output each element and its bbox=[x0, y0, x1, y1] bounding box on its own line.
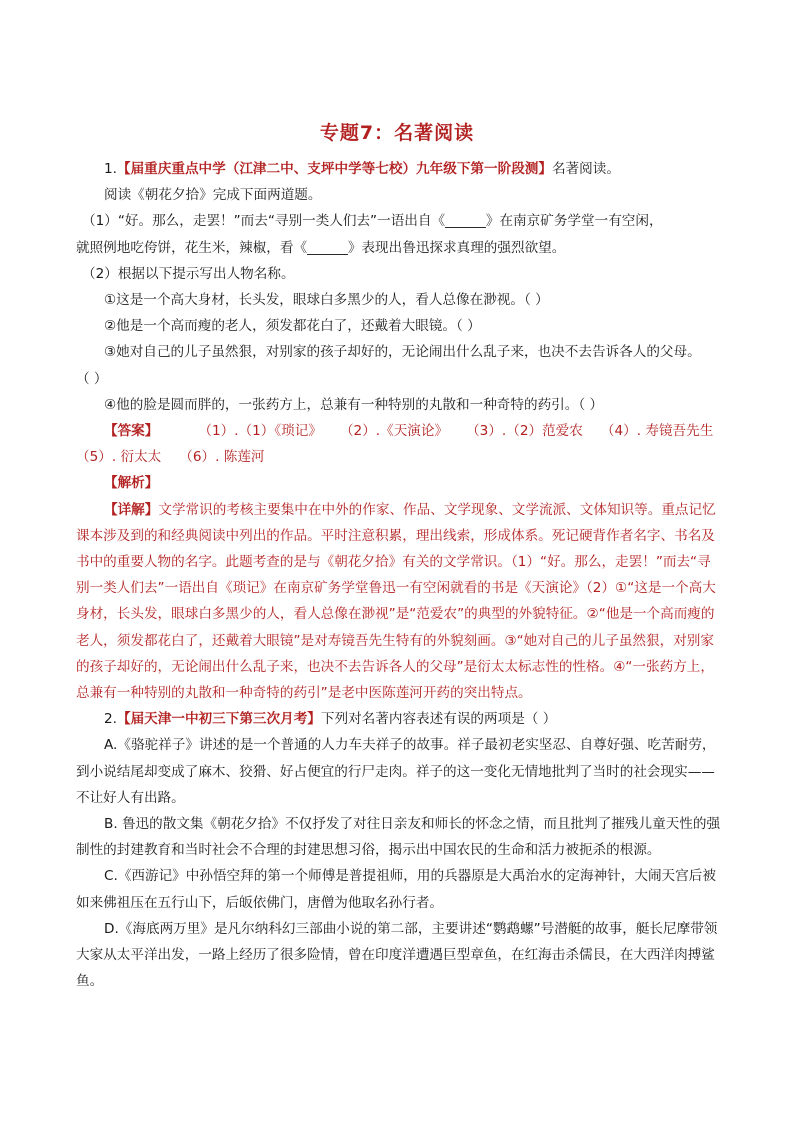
detail-text: 文学常识的考核主要集中在中外的作家、作品、文学现象、文学流派、文体知识等。重点记忆课本涉及到的和经典阅读中列出的作品。平时注意积累，理出线索，形成体系。死记硬背作者名字、书名及书中的重要人物的名字。此题考查的是与《朝花夕拾》有关的文学常识。（1）“好。那么，走罢！”而去“寻别一类人们去”一语出自《琐记》在南京矿务学堂鲁迅一有空闲就看的书是《天演论》（2） bbox=[76, 501, 716, 597]
answer-2: （2）.《天演论》 bbox=[339, 423, 449, 440]
page-title: 专题7：名著阅读 bbox=[319, 122, 475, 144]
option-d: D.《海底两万里》是凡尔纳科幻三部曲小说的第二部，主要讲述“鹦鹉螺”号潜艇的故事，艇长尼摩带领大家从太平洋出发，一路上经历了很多险情，曾在印度洋遭遇巨型章鱼，在红海击杀儒艮，在大西洋肉搏鲨鱼。 bbox=[76, 920, 718, 990]
detail-c1-mark: ① bbox=[615, 580, 628, 597]
option-a: A.《骆驼祥子》讲述的是一个普通的人力车夫祥子的故事。祥子最初老实坚忍、自尊好强、吃苦耐劳，到小说结尾却变成了麻木、狡猾、好占便宜的行尸走肉。祥子的这一变化无情地批判了当时的社会现实——不让好人有出路。 bbox=[76, 737, 716, 806]
answer-1: （1）.（1）《琐记》 bbox=[198, 423, 322, 440]
document-body bbox=[76, 156, 722, 995]
sub-question-2: （2）根据以下提示写出人物名称。 bbox=[82, 265, 295, 282]
question-source: 【届天津一中初三下第三次月考】 bbox=[116, 711, 321, 728]
question-source: 【届重庆重点中学（江津二中、支坪中学等七校）九年级下第一阶段测】 bbox=[116, 161, 552, 177]
option-b: B. 鲁迅的散文集《朝花夕拾》不仅抒发了对往日亲友和师长的怀念之情，而且批判了摧残儿童天性的强制性的封建教育和当时社会不合理的封建思想习俗，揭示出中国农民的生命和活力被扼杀的根源。 bbox=[76, 816, 721, 859]
analysis-label-text: 【解析】 bbox=[104, 475, 159, 492]
item-3-line2: （ ） bbox=[76, 370, 108, 387]
question-tail: 名著阅读。 bbox=[551, 161, 620, 177]
detail-c4-mark: ④ bbox=[613, 658, 626, 675]
sub-question-1-line2: 就照例地吃侉饼，花生米，辣椒，看《______》表现出鲁迅探求真理的强烈欲望。 bbox=[76, 239, 566, 256]
question-2-header bbox=[76, 706, 722, 732]
answer-line-1 bbox=[76, 418, 722, 444]
detail-c3: “她对自己的儿子虽然狠，对别家的孩子却好的，无论闹出什么乱子来，也决不去告诉各人的父母”是衍太太标志性的性格。 bbox=[76, 632, 714, 675]
item-3-line1: ③她对自己的儿子虽然狠，对别家的孩子却好的，无论闹出什么乱子来，也决不去告诉各人的父母。 bbox=[104, 344, 701, 361]
question-tail: 下列对名著内容表述有误的两项是（ ） bbox=[320, 711, 557, 728]
detail-c4: “一张药方上，总兼有一种特别的丸散和一种奇特的药引”是老中医陈莲河开药的突出特点。 bbox=[76, 658, 714, 702]
item-2: ②他是一个高而瘦的老人，须发都花白了，还戴着大眼镜。（ ） bbox=[104, 318, 481, 335]
item-4: ④他的脸是圆而胖的，一张药方上，总兼有一种特别的丸散和一种奇特的药引。（ ） bbox=[104, 396, 604, 413]
sub-question-1-line1: （1）“好。那么，走罢！”而去“寻别一类人们去”一语出自《______》在南京矿务学堂一有空闲， bbox=[82, 213, 663, 230]
answer-5: （5）. 衍太太 bbox=[76, 449, 162, 466]
answer-3: （3）.（2）范爱农 bbox=[466, 423, 583, 440]
option-c: C.《西游记》中孙悟空拜的第一个师傅是普提祖师，用的兵器原是大禹治水的定海神针，大闹天宫后被如来佛祖压在五行山下，后皈依佛门，唐僧为他取名孙行者。 bbox=[76, 868, 716, 911]
detail-label: 【详解】 bbox=[104, 501, 159, 518]
detail-c3-mark: ③ bbox=[504, 632, 517, 649]
question-number: 1. bbox=[104, 161, 117, 177]
answer-4: （4）. 寿镜吾先生 bbox=[600, 423, 714, 440]
answer-label: 【答案】 bbox=[104, 423, 159, 440]
detail-paragraph bbox=[76, 497, 722, 707]
analysis-label bbox=[76, 470, 722, 496]
question-intro: 阅读《朝花夕拾》完成下面两道题。 bbox=[104, 187, 322, 204]
detail-c2: “他是一个高而瘦的老人，须发都花白了，还戴着大眼镜”是对寿镜吾先生特有的外貌刻画。 bbox=[76, 606, 715, 649]
question-number: 2. bbox=[104, 711, 117, 728]
answer-line-2 bbox=[76, 444, 722, 470]
detail-c1: “这是一个高大身材，长头发，眼球白多黑少的人，看人总像在渺视”是“范爱农”的典型的外貌特征。 bbox=[76, 580, 716, 623]
detail-c2-mark: ② bbox=[586, 606, 599, 623]
question-1-header bbox=[76, 156, 722, 182]
answer-6: （6）. 陈莲河 bbox=[179, 449, 265, 466]
item-1: ①这是一个高大身材，长头发，眼球白多黑少的人，看人总像在渺视。（ ） bbox=[104, 292, 549, 309]
